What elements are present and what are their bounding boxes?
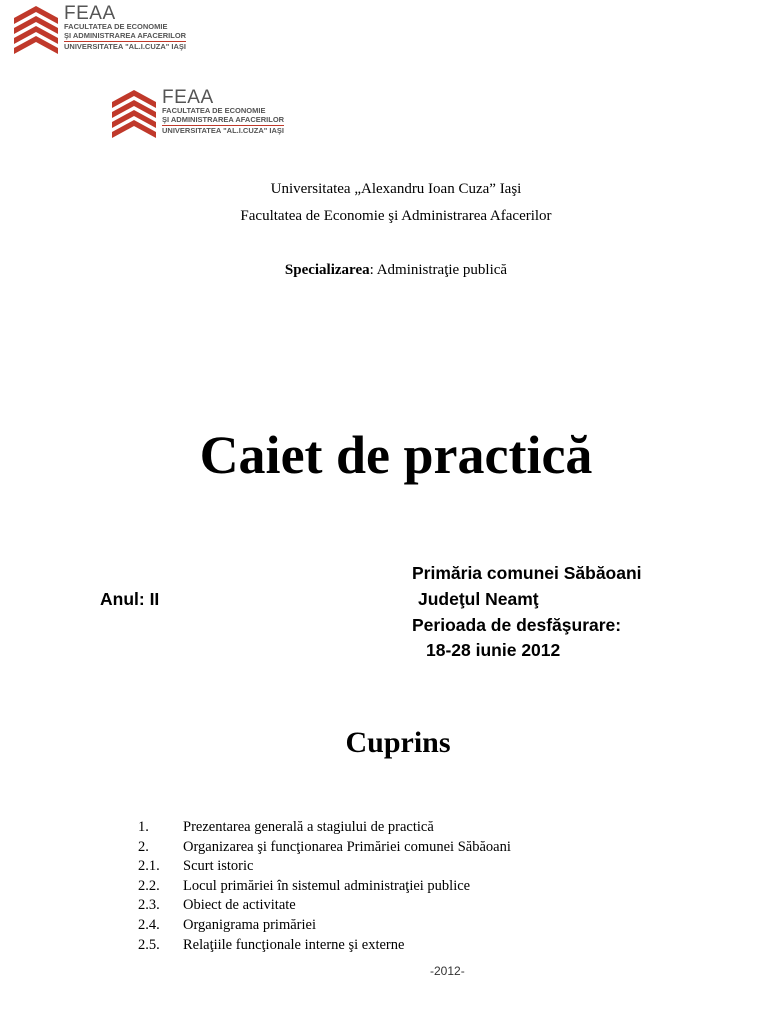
table-of-contents xyxy=(138,818,511,955)
toc-item xyxy=(138,838,511,858)
faculty-name: Facultatea de Economie şi Administrarea Afacerilor xyxy=(240,208,552,224)
period-label: Perioada de desfăşurare: xyxy=(412,615,622,635)
feaa-logo-second xyxy=(112,88,284,140)
toc-item-text: Organizarea şi funcţionarea Primăriei comunei Săbăoani xyxy=(183,838,511,855)
toc-item-number: 2.5. xyxy=(138,936,160,953)
logo-text xyxy=(64,4,186,52)
logo-line-faculty: FACULTATEA DE ECONOMIE xyxy=(64,22,168,31)
county-name: Judeţul Neamţ xyxy=(418,589,539,609)
toc-item-number: 2.1. xyxy=(138,858,160,875)
university-name: Universitatea „Alexandru Ioan Cuza” Iaşi xyxy=(270,181,522,197)
toc-item xyxy=(138,936,511,956)
toc-item-number: 2. xyxy=(138,838,149,855)
toc-item xyxy=(138,857,511,877)
feaa-emblem-icon xyxy=(112,88,156,140)
logo-line-faculty-2: ŞI ADMINISTRAREA AFACERILOR xyxy=(162,114,285,124)
toc-item-number: 2.4. xyxy=(138,916,160,933)
logo-line-faculty-2: ŞI ADMINISTRAREA AFACERILOR xyxy=(64,30,187,40)
specialization xyxy=(12,262,768,279)
toc-heading: Cuprins xyxy=(345,726,451,759)
toc-item xyxy=(138,896,511,916)
toc-item xyxy=(138,916,511,936)
logo-brand: FEAA xyxy=(162,87,214,108)
toc-item-number: 2.3. xyxy=(138,897,160,914)
toc-item-text: Obiect de activitate xyxy=(183,897,296,914)
footer-year: -2012- xyxy=(430,964,465,978)
institution-name: Primăria comunei Săbăoani xyxy=(412,563,642,583)
toc-item-text: Organigrama primăriei xyxy=(183,916,316,933)
logo-brand: FEAA xyxy=(64,3,116,24)
toc-item-text: Prezentarea generală a stagiului de practică xyxy=(183,819,434,835)
toc-item-text: Relaţiile funcţionale interne şi externe xyxy=(183,936,405,953)
toc-item-number: 1. xyxy=(138,819,149,835)
toc-item-number: 2.2. xyxy=(138,877,160,894)
document-title: Caiet de practică xyxy=(199,425,593,485)
toc-item xyxy=(138,877,511,897)
specialization-label: Specializarea xyxy=(284,262,370,278)
logo-line-university: UNIVERSITATEA "AL.I.CUZA" IAŞI xyxy=(162,126,284,135)
logo-line-faculty: FACULTATEA DE ECONOMIE xyxy=(162,106,266,115)
toc-item-text: Locul primăriei în sistemul administraţiei publice xyxy=(183,877,471,894)
feaa-emblem-icon xyxy=(14,4,58,56)
toc-item-text: Scurt istoric xyxy=(183,858,254,875)
toc-item xyxy=(138,818,511,838)
study-year: Anul: II xyxy=(100,589,160,609)
feaa-logo-top xyxy=(14,4,186,56)
logo-line-university: UNIVERSITATEA "AL.I.CUZA" IAŞI xyxy=(64,42,186,51)
specialization-value: : Administraţie publică xyxy=(369,262,508,278)
period-value: 18-28 iunie 2012 xyxy=(426,640,561,660)
logo-text xyxy=(162,88,284,136)
